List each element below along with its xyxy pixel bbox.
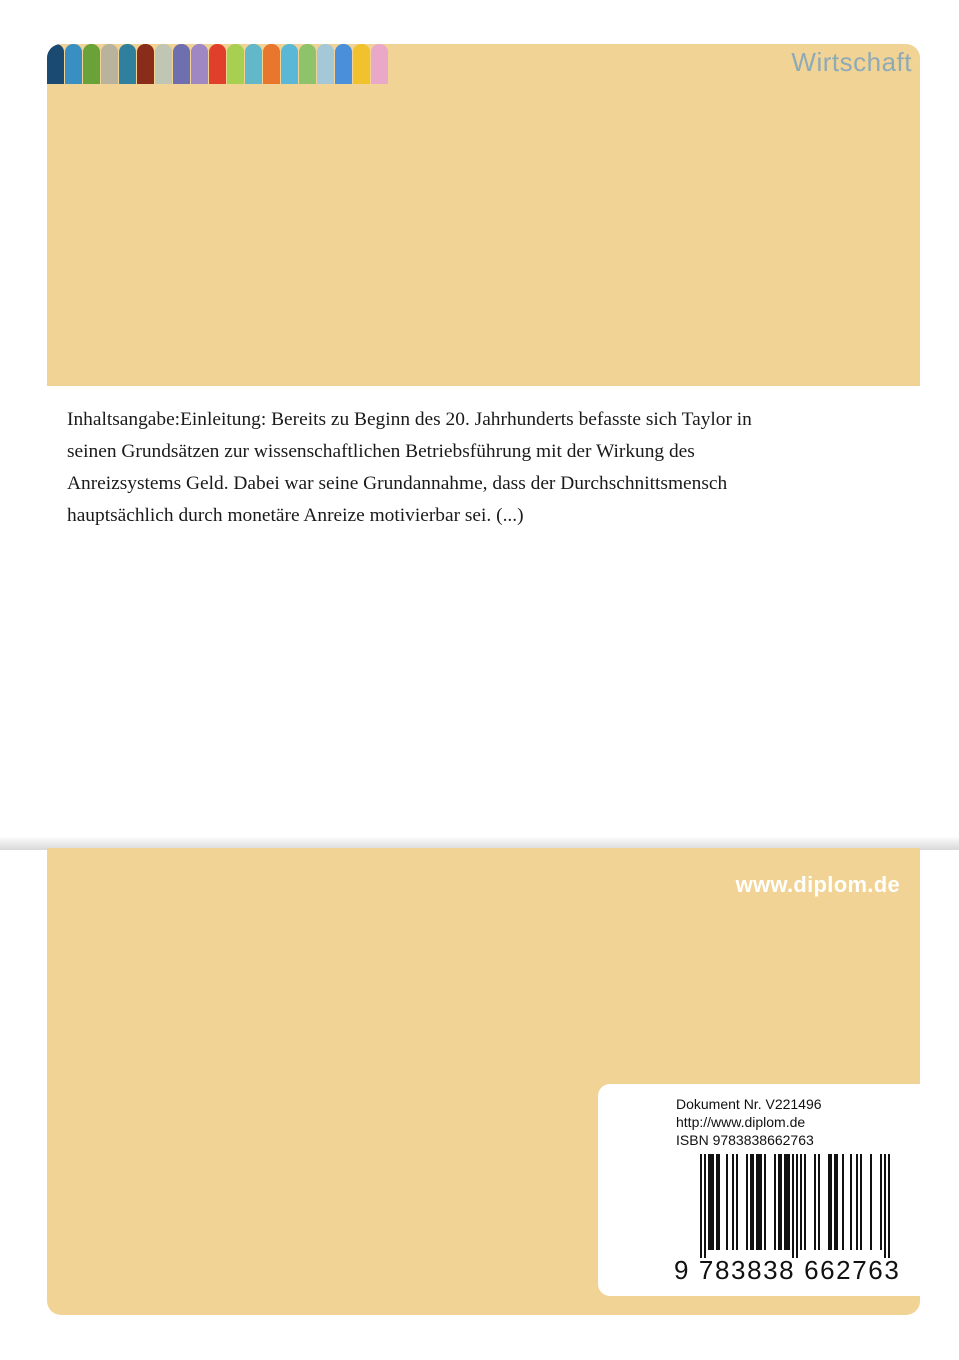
barcode-bar: [836, 1154, 838, 1250]
color-tab: [47, 44, 64, 84]
barcode-bar: [774, 1154, 776, 1250]
color-tab: [245, 44, 262, 84]
barcode-bar: [884, 1154, 886, 1258]
barcode-bar: [888, 1154, 890, 1258]
barcode-bar: [786, 1154, 788, 1250]
barcode-bar: [804, 1154, 806, 1250]
barcode-bar: [700, 1154, 702, 1258]
barcode-bar: [870, 1154, 872, 1250]
barcode-bar: [726, 1154, 728, 1250]
barcode-bar: [712, 1154, 714, 1250]
barcode-bar: [752, 1154, 754, 1250]
barcode-bar: [818, 1154, 820, 1250]
color-tab: [263, 44, 280, 84]
color-tab: [137, 44, 154, 84]
website-label: www.diplom.de: [735, 872, 900, 897]
color-tab: [155, 44, 172, 84]
barcode-bar: [814, 1154, 816, 1250]
color-tabs: [47, 44, 389, 84]
abstract-text: Inhaltsangabe:Einleitung: Bereits zu Beginn des 20. Jahrhunderts befasste sich Taylor in seinen Grundsätzen zur wissenschaftlichen Betriebsführung mit der Wirkung des Anreizsystems Geld. Dabei war seine Grundannahme, dass der Durchschnittsmensch hauptsächlich durch monetäre Anreize motivierbar sei. (...): [67, 409, 752, 526]
color-tab: [371, 44, 388, 84]
barcode-bar: [792, 1154, 794, 1258]
barcode-bar: [842, 1154, 844, 1250]
barcode-bar: [784, 1154, 786, 1250]
color-tab: [227, 44, 244, 84]
barcode-digits: 9 783838 662763: [674, 1255, 901, 1285]
barcode-bar: [780, 1154, 782, 1250]
barcode-bar: [746, 1154, 748, 1250]
barcode-bar: [764, 1154, 766, 1250]
barcode-bar: [756, 1154, 758, 1250]
barcode-bar: [708, 1154, 710, 1250]
barcode-image: [694, 1154, 900, 1258]
barcode-bar: [856, 1154, 858, 1250]
color-tab: [65, 44, 82, 84]
document-info-box: [598, 1084, 920, 1296]
barcode-bar: [736, 1154, 738, 1250]
barcode-bar: [704, 1154, 706, 1258]
document-url: http://www.diplom.de: [676, 1114, 806, 1130]
barcode-bar: [760, 1154, 762, 1250]
barcode-bar: [788, 1154, 790, 1250]
color-tab: [281, 44, 298, 84]
barcode-bar: [778, 1154, 780, 1250]
barcode-bar: [750, 1154, 752, 1250]
color-tab: [191, 44, 208, 84]
barcode-bar: [850, 1154, 852, 1250]
barcode-bar: [800, 1154, 802, 1250]
barcode-bar: [710, 1154, 712, 1250]
barcode-bar: [796, 1154, 798, 1258]
color-tab: [83, 44, 100, 84]
barcode-bar: [732, 1154, 734, 1250]
barcode-bar: [828, 1154, 830, 1250]
color-tab: [209, 44, 226, 84]
barcode-bar: [880, 1154, 882, 1250]
color-tab: [335, 44, 352, 84]
color-tab: [299, 44, 316, 84]
color-tab: [173, 44, 190, 84]
cover-top-panel: [47, 44, 920, 386]
barcode-bar: [718, 1154, 720, 1250]
barcode-bar: [758, 1154, 760, 1250]
color-tab: [317, 44, 334, 84]
color-tab: [353, 44, 370, 84]
barcode-bar: [834, 1154, 836, 1250]
color-tab: [101, 44, 118, 84]
barcode-bar: [830, 1154, 832, 1250]
isbn-text: ISBN 9783838662763: [676, 1132, 814, 1148]
barcode-bar: [716, 1154, 718, 1250]
category-label: Wirtschaft: [791, 47, 912, 77]
barcode-bar: [860, 1154, 862, 1250]
document-number: Dokument Nr. V221496: [676, 1096, 822, 1112]
color-tab: [119, 44, 136, 84]
